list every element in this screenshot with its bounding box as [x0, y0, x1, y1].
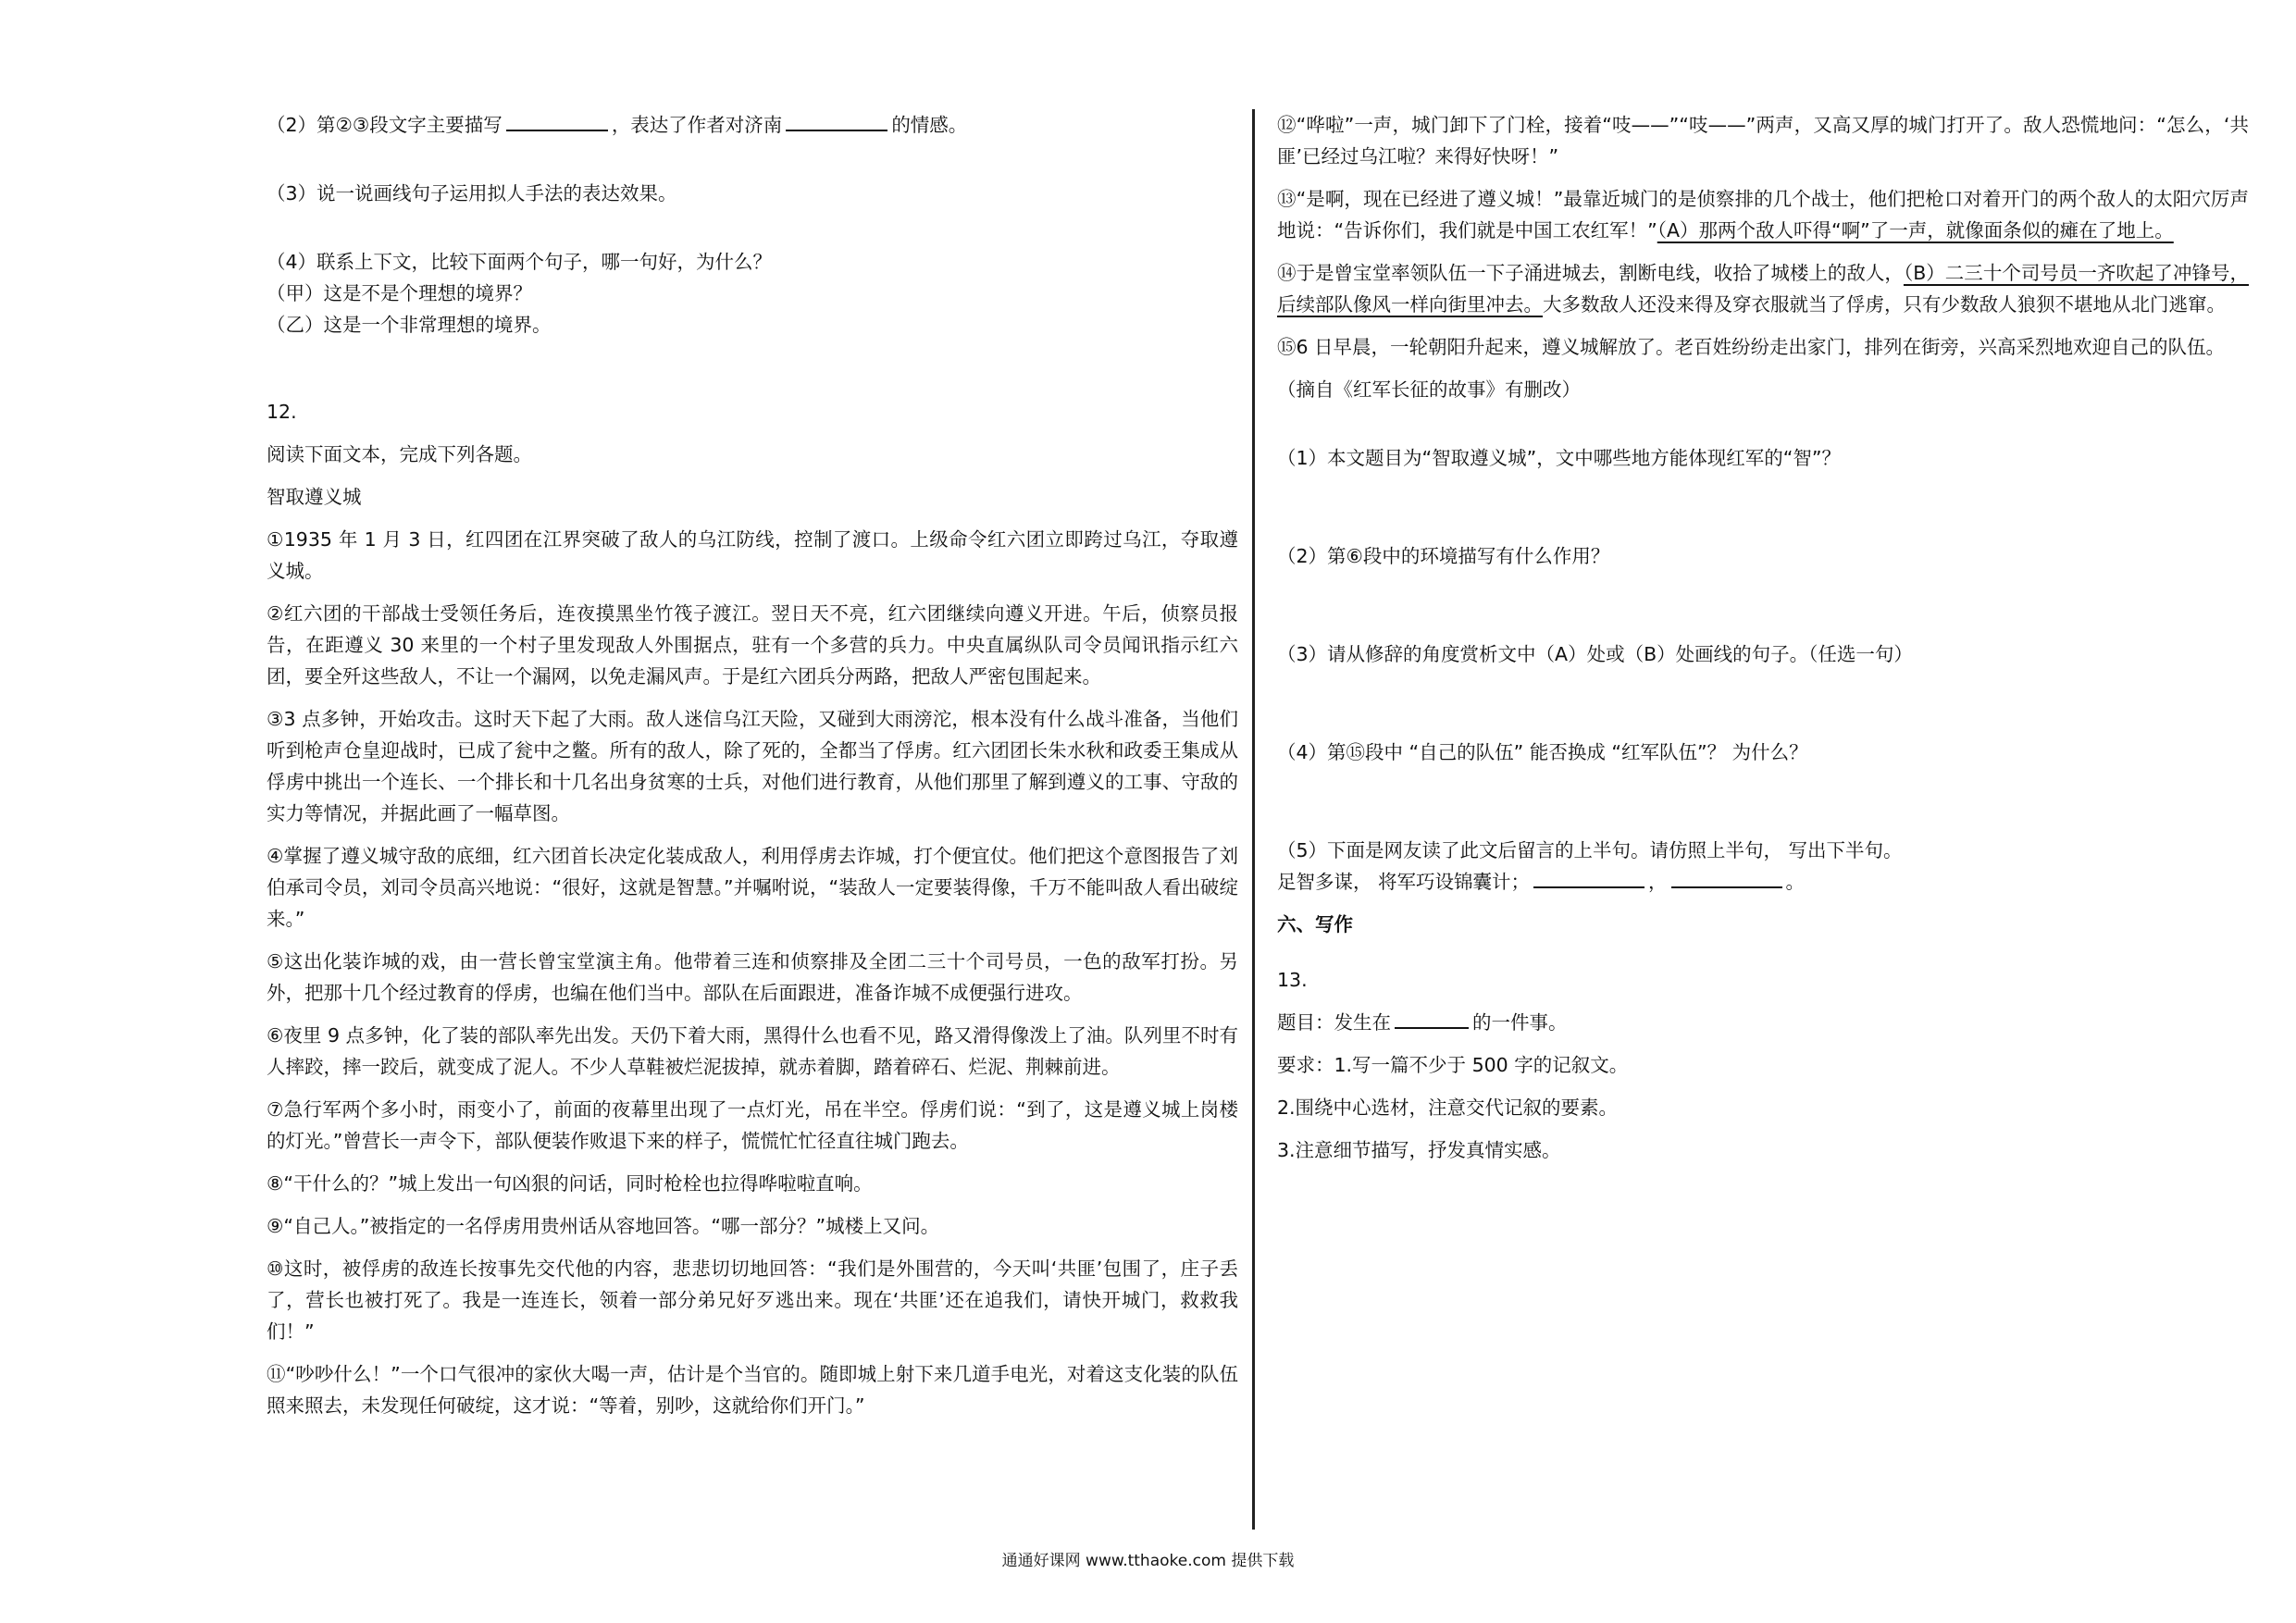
question-12-1: （1）本文题目为“智取遵义城”，文中哪些地方能体现红军的“智”？	[1277, 447, 1842, 469]
requirement: 2.围绕中心选材，注意交代记叙的要素。	[1277, 1096, 1619, 1119]
separator: ，	[1648, 871, 1668, 893]
passage-paragraph: ⑥夜里 9 点多钟，化了装的部队率先出发。天仍下着大雨，黑得什么也看不见，路又滑得像泼上了油。队列里不时有人摔跤，摔一跤后，就变成了泥人。不少人草鞋被烂泥拔掉，就赤着脚，踏着碎石、烂泥、荆棘前进。	[267, 1024, 1238, 1078]
question-12-5: （5）下面是网友读了此文后留言的上半句。请仿照上半句， 写出下半句。	[1277, 839, 1903, 861]
passage-paragraph	[1277, 183, 2249, 246]
question-12-3: （3）请从修辞的角度赏析文中（A）处或（B）处画线的句子。（任选一句）	[1277, 643, 1913, 665]
passage-paragraph: ⑤这出化装诈城的戏，由一营长曾宝堂演主角。他带着三连和侦察排及全团二三十个司号员，一色的敌军打扮。另外，把那十几个经过教育的俘虏，也编在他们当中。部队在后面跟进，准备诈城不成便强行进攻。	[267, 950, 1238, 1004]
question-11-3: （3）说一说画线句子运用拟人手法的表达效果。	[267, 182, 677, 204]
passage-paragraph: ⑨“自己人。”被指定的一名俘虏用贵州话从容地回答。“哪一部分？”城楼上又问。	[267, 1215, 940, 1237]
paragraph-text: ⑭于是曾宝堂率领队伍一下子涌进城去，割断电线，收拾了城楼上的敌人，	[1277, 262, 1904, 284]
column-divider	[1252, 109, 1255, 1530]
question-11-2	[267, 109, 1238, 141]
question-12-5-line	[1277, 866, 2249, 898]
passage-paragraph: ④掌握了遵义城守敌的底细，红六团首长决定化装成敌人，利用俘虏去诈城，打个便宜仗。他们把这个意图报告了刘伯承司令员，刘司令员高兴地说：“很好，这就是智慧。”并嘱咐说，“装敌人一定要装得像，千万不能叫敌人看出破绽来。”	[267, 845, 1238, 930]
passage-title: 智取遵义城	[267, 486, 362, 508]
passage-paragraph: ⑧“干什么的？”城上发出一句凶狠的问话，同时枪栓也拉得哗啦啦直响。	[267, 1172, 873, 1195]
end-mark: 。	[1785, 871, 1806, 893]
passage-paragraph: ⑪“吵吵什么！”一个口气很冲的家伙大喝一声，估计是个当官的。随即城上射下来几道手电光，对着这支化装的队伍照来照去，未发现任何破绽，这才说：“等着，别吵，这就给你们开门。”	[267, 1363, 1238, 1417]
question-text: 题目：发生在	[1277, 1011, 1391, 1034]
passage-paragraph: ⑮6 日早晨，一轮朝阳升起来，遵义城解放了。老百姓纷纷走出家门，排列在街旁，兴高采烈地欢迎自己的队伍。	[1277, 336, 2226, 358]
answer-blank[interactable]	[786, 109, 887, 131]
source-note: （摘自《红军长征的故事》有删改）	[1277, 378, 1581, 401]
page-footer: 通通好课网 www.tthaoke.com 提供下载	[1001, 1552, 1295, 1570]
answer-blank[interactable]	[1533, 866, 1644, 888]
question-11-4: （4）联系上下文，比较下面两个句子，哪一句好，为什么？	[267, 251, 773, 273]
right-column	[1277, 109, 2249, 1177]
question-text: 足智多谋， 将军巧设锦囊计；	[1277, 871, 1531, 893]
passage-paragraph: ②红六团的干部战士受领任务后，连夜摸黑坐竹筏子渡江。翌日天不亮，红六团继续向遵义开进。午后，侦察员报告，在距遵义 30 来里的一个村子里发现敌人外围据点，驻有一个多营的兵力。中央直属纵队司令员闻讯指示红六团，要全歼这些敌人，不让一个漏网，以免走漏风声。于是红六团兵分两路，把敌人严密包围起来。	[267, 602, 1238, 688]
passage-paragraph: ⑩这时，被俘虏的敌连长按事先交代他的内容，悲悲切切地回答：“我们是外围营的，今天叫‘共匪’包围了，庄子丢了，营长也被打死了。我是一连连长，领着一部分弟兄好歹逃出来。现在‘共匪’还在追我们，请快开城门，救救我们！”	[267, 1258, 1238, 1343]
question-text: ，表达了作者对济南	[611, 114, 783, 136]
underlined-sentence-a: （A）那两个敌人吓得“啊”了一声，就像面条似的瘫在了地上。	[1657, 219, 2174, 242]
requirement: 3.注意细节描写，抒发真情实感。	[1277, 1139, 1561, 1161]
question-text: 的一件事。	[1472, 1011, 1568, 1034]
left-column	[267, 109, 1238, 1432]
answer-blank[interactable]	[1395, 1007, 1469, 1029]
passage-paragraph	[1277, 257, 2249, 320]
question-12-2: （2）第⑥段中的环境描写有什么作用？	[1277, 545, 1610, 567]
passage-paragraph: ③3 点多钟，开始攻击。这时天下起了大雨。敌人迷信乌江天险，又碰到大雨滂沱，根本没有什么战斗准备，当他们听到枪声仓皇迎战时，已成了瓮中之鳖。所有的敌人，除了死的，全都当了俘虏。红六团团长朱水秋和政委王集成从俘虏中挑出一个连长、一个排长和十几名出身贫寒的士兵，对他们进行教育，从他们那里了解到遵义的工事、守敌的实力等情况，并据此画了一幅草图。	[267, 708, 1238, 824]
section-heading: 六、写作	[1277, 913, 1353, 935]
passage-paragraph: ⑦急行军两个多小时，雨变小了，前面的夜幕里出现了一点灯光，吊在半空。俘虏们说：“到了，这是遵义城上岗楼的灯光。”曾营长一声令下，部队便装作败退下来的样子，慌慌忙忙径直往城门跑去。	[267, 1098, 1238, 1152]
sentence-a: （甲）这是不是个理想的境界？	[267, 282, 532, 304]
essay-topic	[1277, 1007, 2249, 1038]
passage-paragraph: ⑫“哗啦”一声，城门卸下了门栓，接着“吱——”“吱——”两声，又高又厚的城门打开了。敌人恐慌地问：“怎么，‘共匪’已经过乌江啦？来得好快呀！”	[1277, 114, 2249, 167]
answer-blank[interactable]	[1671, 866, 1782, 888]
question-12-number: 12.	[267, 401, 297, 423]
sentence-b: （乙）这是一个非常理想的境界。	[267, 314, 552, 336]
question-text: 的情感。	[891, 114, 968, 136]
question-text: （2）第②③段文字主要描写	[267, 114, 503, 136]
answer-blank[interactable]	[506, 109, 608, 131]
requirement: 要求：1.写一篇不少于 500 字的记叙文。	[1277, 1054, 1629, 1076]
question-12-intro: 阅读下面文本，完成下列各题。	[267, 443, 532, 465]
paragraph-text: 大多数敌人还没来得及穿衣服就当了俘虏，只有少数敌人狼狈不堪地从北门逃窜。	[1543, 293, 2226, 316]
question-13-number: 13.	[1277, 969, 1308, 991]
passage-paragraph: ①1935 年 1 月 3 日，红四团在江界突破了敌人的乌江防线，控制了渡口。上级命令红六团立即跨过乌江，夺取遵义城。	[267, 528, 1238, 582]
question-12-4: （4）第⑮段中 “自己的队伍” 能否换成 “红军队伍”？ 为什么？	[1277, 741, 1808, 763]
paragraph-text: ⑬“是啊，现在已经进了遵义城！”最靠近城门的是侦察排的几个战士，他们把枪口对着开门的两个敌人的太阳穴厉声地说：“告诉你们，我们就是中国工农红军！”	[1277, 188, 2249, 242]
underlined-sentence-b: （B）二三十个司号员一齐吹起了冲锋号，后续部队像风一样向街里冲去。	[1277, 262, 2249, 316]
